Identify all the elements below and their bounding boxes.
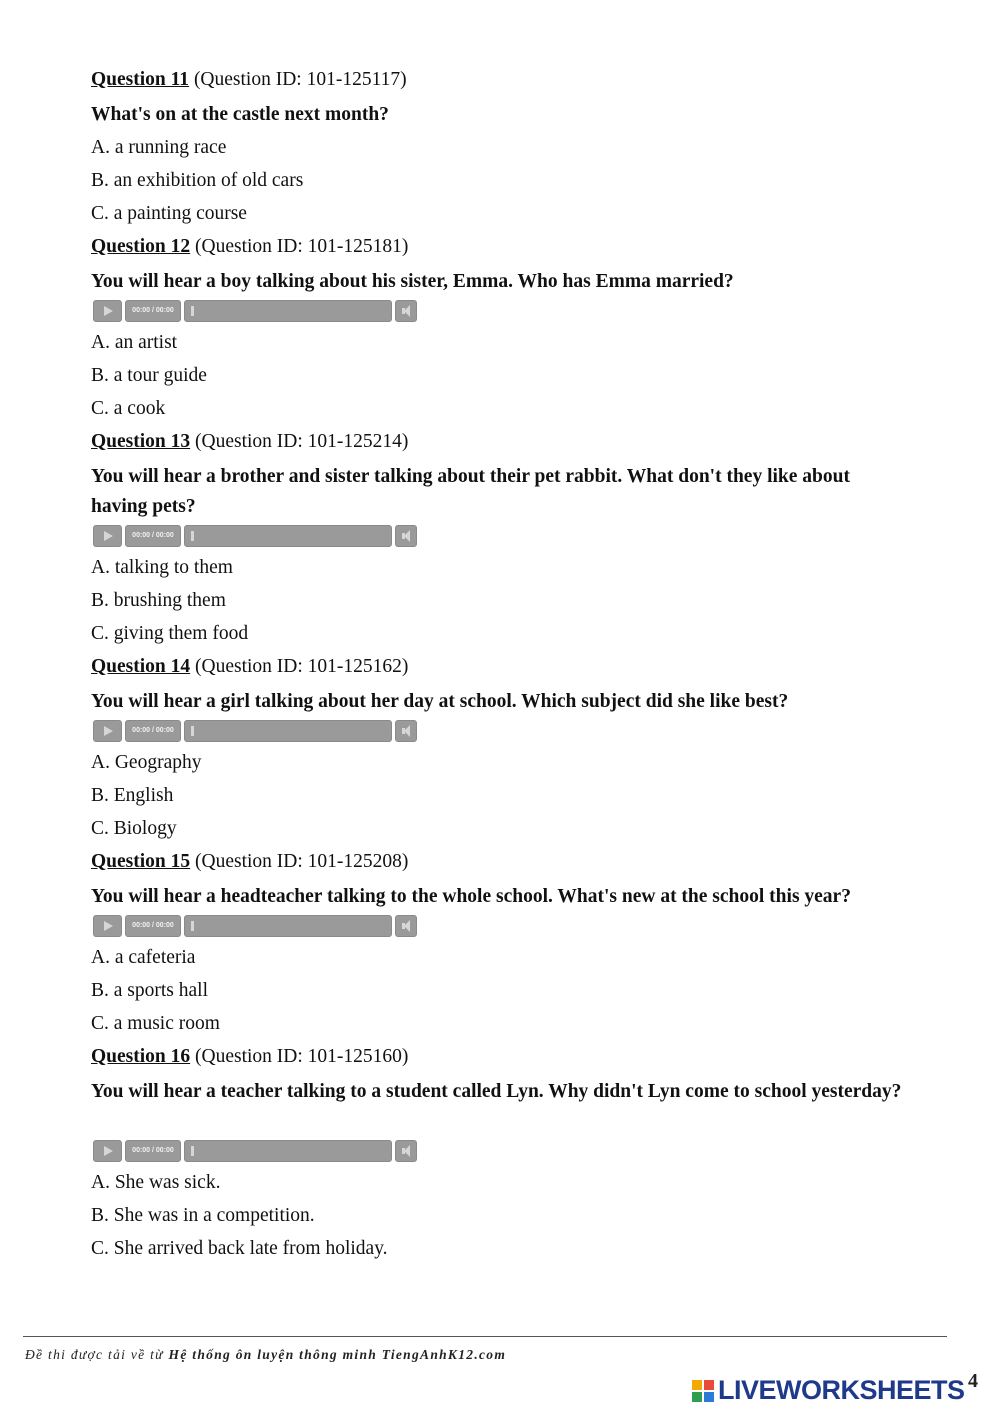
volume-icon[interactable]	[395, 300, 417, 322]
play-icon[interactable]	[93, 915, 122, 937]
audio-progress-track[interactable]	[184, 915, 392, 937]
option-a[interactable]: A. a running race	[91, 137, 227, 158]
audio-time: 00:00 / 00:00	[125, 525, 181, 547]
question-label: Question 13	[91, 431, 191, 452]
option-a[interactable]: A. She was sick.	[91, 1172, 221, 1193]
option-c[interactable]: C. a music room	[91, 1013, 220, 1034]
option-c[interactable]: C. She arrived back late from holiday.	[91, 1238, 388, 1259]
footer-credit	[25, 1347, 506, 1363]
option-b[interactable]: B. a sports hall	[91, 980, 208, 1001]
question-label: Question 16	[91, 1046, 191, 1067]
logo-square	[692, 1380, 702, 1390]
option-b[interactable]: B. She was in a competition.	[91, 1205, 315, 1226]
volume-icon[interactable]	[395, 1140, 417, 1162]
question-11-header	[91, 67, 407, 93]
audio-time: 00:00 / 00:00	[125, 915, 181, 937]
option-c[interactable]: C. Biology	[91, 818, 177, 839]
option-a[interactable]: A. Geography	[91, 752, 202, 773]
question-label: Question 14	[91, 656, 191, 677]
audio-player	[93, 1140, 417, 1162]
question-id: (Question ID: 101-125160)	[190, 1046, 409, 1067]
play-icon[interactable]	[93, 1140, 122, 1162]
question-15-header	[91, 849, 408, 875]
question-11-text: What's on at the castle next month?	[91, 104, 389, 125]
page-number: 4	[968, 1370, 978, 1392]
option-c[interactable]: C. a painting course	[91, 203, 247, 224]
play-icon[interactable]	[93, 720, 122, 742]
question-14-header	[91, 654, 408, 680]
audio-time: 00:00 / 00:00	[125, 300, 181, 322]
option-a[interactable]: A. a cafeteria	[91, 947, 196, 968]
audio-progress-track[interactable]	[184, 525, 392, 547]
audio-player	[93, 720, 417, 742]
option-a[interactable]: A. an artist	[91, 332, 178, 353]
audio-player	[93, 525, 417, 547]
audio-time: 00:00 / 00:00	[125, 1140, 181, 1162]
liveworksheets-mark-icon	[692, 1380, 714, 1402]
volume-icon[interactable]	[395, 915, 417, 937]
question-13-header	[91, 429, 408, 455]
question-16-text: You will hear a teacher talking to a student called Lyn. Why didn't Lyn come to school yesterday?	[91, 1081, 902, 1102]
footer-divider	[23, 1336, 947, 1337]
option-b[interactable]: B. a tour guide	[91, 365, 207, 386]
audio-progress-track[interactable]	[184, 1140, 392, 1162]
question-label: Question 11	[91, 69, 190, 90]
audio-time: 00:00 / 00:00	[125, 720, 181, 742]
logo-square	[704, 1380, 714, 1390]
question-16-header	[91, 1044, 408, 1070]
audio-player	[93, 915, 417, 937]
play-icon[interactable]	[93, 300, 122, 322]
question-id: (Question ID: 101-125214)	[190, 431, 409, 452]
question-12-header	[91, 234, 408, 260]
question-label: Question 12	[91, 236, 191, 257]
option-a[interactable]: A. talking to them	[91, 557, 233, 578]
option-b[interactable]: B. brushing them	[91, 590, 226, 611]
liveworksheets-logo	[692, 1375, 992, 1405]
audio-progress-track[interactable]	[184, 300, 392, 322]
option-b[interactable]: B. English	[91, 785, 174, 806]
question-id: (Question ID: 101-125162)	[190, 656, 409, 677]
option-b[interactable]: B. an exhibition of old cars	[91, 170, 304, 191]
volume-icon[interactable]	[395, 525, 417, 547]
audio-progress-track[interactable]	[184, 720, 392, 742]
logo-wordmark: LIVEWORKSHEETS	[718, 1375, 965, 1405]
question-label: Question 15	[91, 851, 191, 872]
volume-icon[interactable]	[395, 720, 417, 742]
question-13-text: You will hear a brother and sister talking about their pet rabbit. What don't they like about having pets?	[91, 466, 850, 517]
question-12-text: You will hear a boy talking about his sister, Emma. Who has Emma married?	[91, 271, 734, 292]
option-c[interactable]: C. giving them food	[91, 623, 249, 644]
footer-prefix: Đề thi được tải về từ	[25, 1347, 169, 1362]
logo-square	[692, 1392, 702, 1402]
question-14-text: You will hear a girl talking about her day at school. Which subject did she like best?	[91, 691, 789, 712]
option-c[interactable]: C. a cook	[91, 398, 166, 419]
play-icon[interactable]	[93, 525, 122, 547]
question-id: (Question ID: 101-125181)	[190, 236, 409, 257]
question-id: (Question ID: 101-125117)	[189, 69, 407, 90]
question-15-text: You will hear a headteacher talking to the whole school. What's new at the school this year?	[91, 886, 851, 907]
question-id: (Question ID: 101-125208)	[190, 851, 409, 872]
audio-player	[93, 300, 417, 322]
footer-brand: Hệ thống ôn luyện thông minh TiengAnhK12.com	[168, 1347, 507, 1362]
logo-square	[704, 1392, 714, 1402]
